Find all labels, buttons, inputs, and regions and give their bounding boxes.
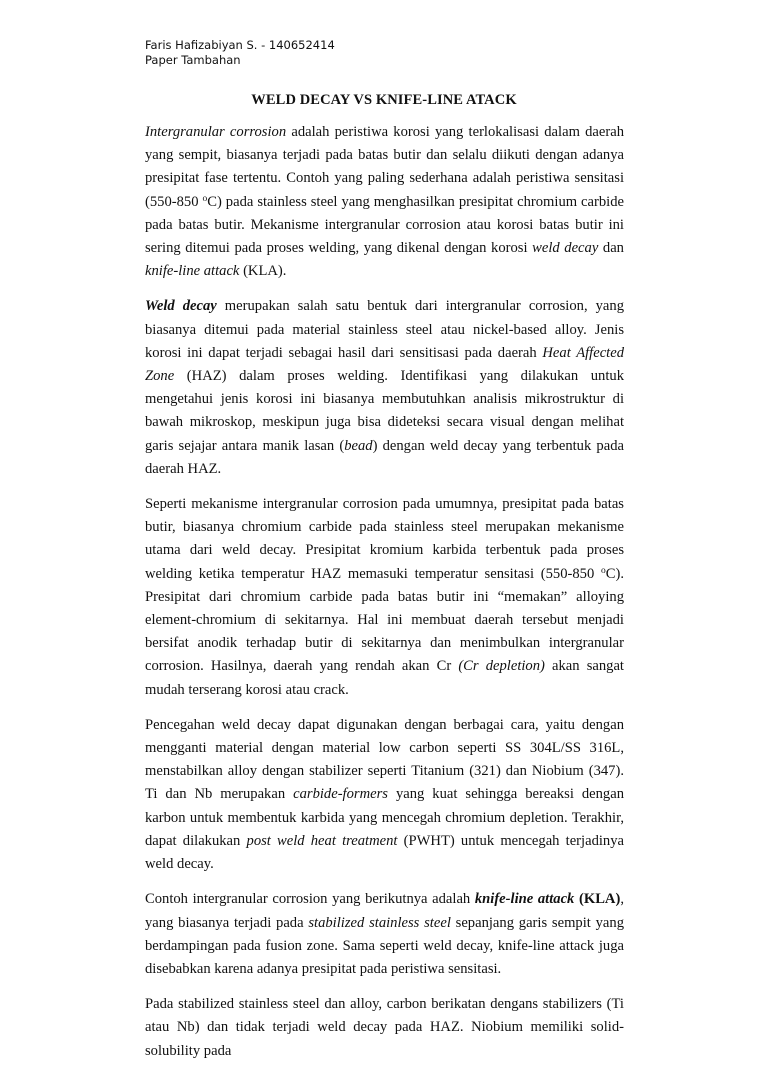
term-carbide-formers: carbide-formers — [293, 786, 388, 803]
degree-superscript: o — [202, 193, 208, 204]
term-kla-bold: (KLA) — [574, 891, 621, 908]
page-header — [145, 38, 335, 68]
term-knife-line-attack: knife-line attack — [145, 263, 240, 280]
term-stabilized-stainless-steel: stabilized stainless steel — [308, 914, 451, 931]
author-line: Faris Hafizabiyan S. - 140652414 — [145, 38, 335, 52]
term-bead: bead — [344, 437, 373, 454]
term-weld-decay: weld decay — [532, 240, 599, 257]
text-run: dan — [598, 240, 624, 257]
text-run: Seperti mekanisme intergranular corrosion pada umumnya, presipitat pada batas butir, biasanya chromium carbide pada stainless steel merupakan mekanisme utama dari weld decay. Presipitat kromium karbida terbentuk pada proses welding ketika temperatur HAZ memasuki temperatur sensitasi (550-850 — [145, 496, 624, 582]
text-run: Pada stabilized stainless steel dan alloy, carbon berikatan dengans stabilizers (Ti atau Nb) dan tidak terjadi weld decay pada HAZ. Niobium memiliki solid-solubility pada — [145, 996, 624, 1059]
paragraph-weld-decay — [145, 295, 624, 481]
text-run: Pencegahan weld decay dapat digunakan dengan berbagai cara, yaitu dengan mengganti material dengan material low carbon seperti SS 304L/SS 316L, menstabilkan alloy dengan stabilizer seperti Titanium (321) dan Niobium (347). Ti dan Nb merupakan — [145, 716, 624, 803]
text-run: C) pada stainless steel yang menghasilkan presipitat chromium carbide pada batas butir. Mekanisme intergranular corrosion atau korosi batas butir ini sering ditemui pada proses welding, yang dikenal dengan korosi — [145, 193, 625, 257]
paragraph-intergranular-corrosion — [145, 121, 624, 283]
text-run: (PWHT) untuk mencegah terjadinya weld decay. — [145, 832, 624, 873]
paragraph-mechanism — [145, 493, 624, 702]
text-run: Contoh intergranular corrosion yang berikutnya adalah — [145, 891, 475, 908]
paragraph-knife-line-attack — [145, 888, 624, 981]
document-title: WELD DECAY VS KNIFE-LINE ATACK — [251, 92, 517, 108]
paragraph-stabilized-steel — [145, 993, 624, 1063]
term-knife-line-attack-bold: knife-line attack — [474, 891, 575, 908]
term-intergranular-corrosion: Intergranular corrosion — [145, 124, 287, 140]
term-post-weld-heat-treatment: post weld heat treatment — [246, 832, 398, 849]
text-run: (KLA). — [239, 263, 287, 280]
degree-superscript: o — [601, 565, 606, 576]
text-run: yang kuat sehingga bereaksi dengan karbon untuk membentuk karbida yang mencegah chromium depletion. Terakhir, dapat dilakukan — [145, 786, 624, 849]
text-run: C). Presipitat dari chromium carbide pada batas butir ini “memakan” alloying element-chromium di sekitarnya. Hal ini membuat daerah tersebut menjadi bersifat anodik terhadap butir di sekitarnya dan menimbulkan intergranular corrosion. Hasilnya, daerah yang rendah akan Cr — [145, 565, 624, 675]
text-run: ) dengan weld decay yang terbentuk pada daerah HAZ. — [145, 437, 624, 477]
text-run: adalah peristiwa korosi yang terlokalisasi dalam daerah yang sempit, biasanya terjadi pada batas butir dan selalu diikuti dengan adanya presipitat fase tertentu. Contoh yang paling sederhana adalah peristiwa sensitasi (550-850 — [145, 124, 624, 210]
term-cr-depletion: (Cr depletion) — [458, 658, 545, 675]
text-run: merupakan salah satu bentuk dari intergranular corrosion, yang biasanya ditemui pada material stainless steel atau nickel-based alloy. Jenis korosi ini dapat terjadi sebagai hasil dari sensitisasi pada daerah — [145, 298, 624, 361]
term-heat-affected-zone: Heat Affected Zone — [145, 344, 625, 385]
paragraph-prevention — [145, 714, 624, 876]
term-weld-decay-bold: Weld decay — [145, 298, 217, 315]
text-run: , yang biasanya terjadi pada — [145, 891, 624, 931]
document-type: Paper Tambahan — [145, 53, 241, 67]
document-body — [145, 121, 624, 1074]
text-run: (HAZ) dalam proses welding. Identifikasi yang dilakukan untuk mengetahui jenis korosi ini biasanya membutuhkan analisis mikrostruktur di bawah mikroskop, meskipun juga bisa dideteksi secara visual dengan melihat garis sejajar antara manik lasan ( — [145, 368, 624, 454]
text-run: akan sangat mudah terserang korosi atau crack. — [145, 658, 624, 698]
text-run: sepanjang garis sempit yang berdampingan pada fusion zone. Sama seperti weld decay, knife-line attack juga disebabkan karena adanya presipitat pada peristiwa sensitasi. — [145, 914, 624, 977]
